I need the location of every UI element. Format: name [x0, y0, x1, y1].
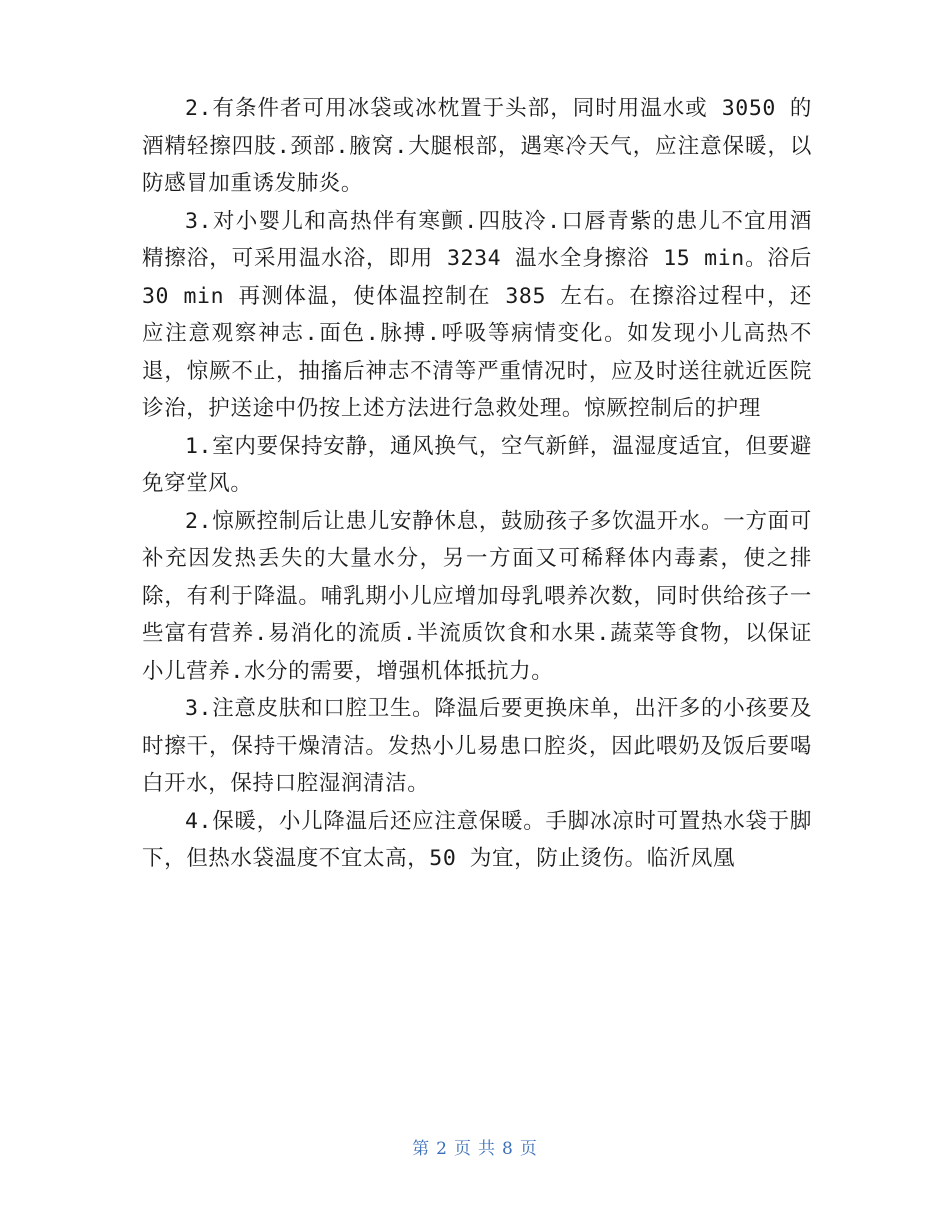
paragraph: 2.惊厥控制后让患儿安静休息，鼓励孩子多饮温开水。一方面可补充因发热丢失的大量水分，另一方面又可稀释体内毒素，使之排除，有利于降温。哺乳期小儿应增加母乳喂养次数，同时供给孩子一些富有营养.易消化的流质.半流质饮食和水果.蔬菜等食物，以保证小儿营养.水分的需要，增强机体抵抗力。	[142, 508, 812, 684]
document-body	[142, 90, 826, 878]
footer-page-label: 页	[454, 1139, 472, 1159]
paragraph: 3.注意皮肤和口腔卫生。降温后要更换床单，出汗多的小孩要及时擦干，保持干燥清洁。发热小儿易患口腔炎，因此喂奶及饭后要喝白开水，保持口腔湿润清洁。	[142, 696, 812, 796]
paragraph: 2.有条件者可用冰袋或冰枕置于头部，同时用温水或 3050 的酒精轻擦四肢.颈部.腋窝.大腿根部，遇寒冷天气，应注意保暖，以防感冒加重诱发肺炎。	[142, 96, 812, 196]
total-pages-number: 8	[502, 1139, 514, 1159]
paragraph: 1.室内要保持安静，通风换气，空气新鲜，温湿度适宜，但要避免穿堂风。	[142, 433, 812, 496]
footer-total-label: 页	[519, 1139, 538, 1159]
footer-prefix: 第	[412, 1139, 431, 1159]
page-footer	[0, 1134, 950, 1159]
paragraph: 3.对小婴儿和高热伴有寒颤.四肢冷.口唇青紫的患儿不宜用酒精擦浴，可采用温水浴，即用 3234 温水全身擦浴 15 min。浴后 30 min 再测体温，使体温控制在 385 左右。在擦浴过程中，还应注意观察神志.面色.脉搏.呼吸等病情变化。如发现小儿高热不退，惊厥不止，抽搐后神志不清等严重情况时，应及时送往就近医院诊治，护送途中仍按上述方法进行急救处理。惊厥控制后的护理	[142, 208, 826, 421]
current-page-number: 2	[436, 1139, 448, 1159]
footer-total-prefix: 共	[478, 1139, 496, 1159]
paragraph: 4.保暖，小儿降温后还应注意保暖。手脚冰凉时可置热水袋于脚下，但热水袋温度不宜太高，50 为宜，防止烫伤。临沂凤凰	[142, 808, 812, 871]
